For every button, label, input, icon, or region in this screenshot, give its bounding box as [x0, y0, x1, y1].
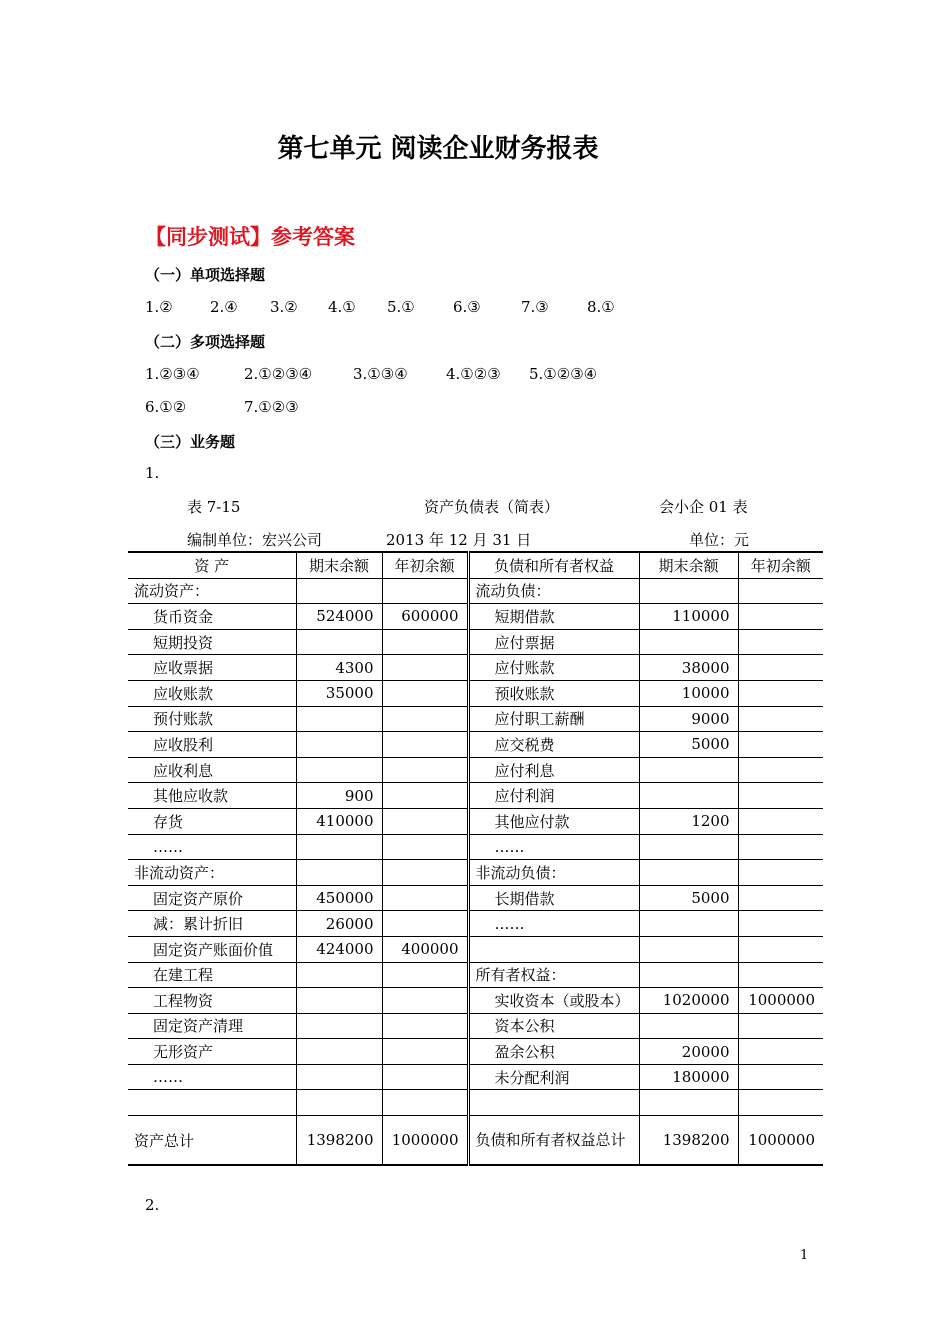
- table-cell: 期末余额: [296, 552, 382, 578]
- table-row: [128, 1064, 823, 1090]
- table-cell: 1200: [639, 808, 738, 834]
- table-cell: [738, 936, 823, 962]
- table-cell: [468, 936, 639, 962]
- table-cell: [738, 706, 823, 732]
- table-cell: 应收股利: [128, 732, 296, 758]
- table-cell: 5000: [639, 732, 738, 758]
- table-cell: [296, 834, 382, 860]
- table-cell: [738, 834, 823, 860]
- currency-unit: 单位：元: [689, 531, 750, 549]
- table-cell: 短期投资: [128, 629, 296, 655]
- table-cell: 预收账款: [468, 680, 639, 706]
- table-row: [128, 962, 823, 988]
- answer-item: 8.①: [587, 298, 615, 316]
- table-cell: [738, 1090, 823, 1116]
- table-row: [128, 732, 823, 758]
- answer-item: 6.①②: [145, 398, 187, 416]
- answer-item: 5.①: [387, 298, 415, 316]
- table-row: [128, 860, 823, 886]
- table-cell: 9000: [639, 706, 738, 732]
- table-cell: [738, 655, 823, 681]
- section-subtitle: 【同步测试】参考答案: [145, 225, 355, 249]
- answer-item: 6.③: [453, 298, 481, 316]
- table-cell: 900: [296, 783, 382, 809]
- table-cell: [738, 629, 823, 655]
- table-cell: [382, 757, 468, 783]
- table-title: 资产负债表（简表）: [424, 498, 560, 516]
- table-cell: [738, 808, 823, 834]
- table-row: [128, 680, 823, 706]
- table-cell: 期末余额: [639, 552, 738, 578]
- table-cell: [382, 1064, 468, 1090]
- table-cell: ……: [468, 911, 639, 937]
- table-cell: ……: [468, 834, 639, 860]
- preparer-unit: 编制单位：宏兴公司: [187, 531, 323, 549]
- table-cell: [296, 706, 382, 732]
- table-cell: 所有者权益：: [468, 962, 639, 988]
- table-cell: 应付利润: [468, 783, 639, 809]
- table-cell: [382, 962, 468, 988]
- table-cell: [296, 1013, 382, 1039]
- table-row: [128, 1013, 823, 1039]
- table-row: [128, 604, 823, 630]
- table-cell: [296, 1039, 382, 1065]
- table-row: [128, 988, 823, 1014]
- table-cell: [738, 783, 823, 809]
- table-cell: 应收票据: [128, 655, 296, 681]
- table-cell: [382, 911, 468, 937]
- table-cell: [639, 962, 738, 988]
- table-cell: 38000: [639, 655, 738, 681]
- table-cell: 450000: [296, 885, 382, 911]
- table-cell: 实收资本（或股本）: [468, 988, 639, 1014]
- table-row: [128, 578, 823, 604]
- table-cell: 应交税费: [468, 732, 639, 758]
- table-cell: [296, 578, 382, 604]
- table-cell: ……: [128, 1064, 296, 1090]
- table-cell: [738, 962, 823, 988]
- table-cell: 26000: [296, 911, 382, 937]
- table-cell: 1000000: [738, 988, 823, 1014]
- table-row: [128, 1090, 823, 1116]
- table-cell: [382, 1090, 468, 1116]
- table-cell: 1398200: [639, 1116, 738, 1166]
- table-cell: 存货: [128, 808, 296, 834]
- answer-item: 2.④: [210, 298, 238, 316]
- table-cell: 1020000: [639, 988, 738, 1014]
- table-cell: 负债和所有者权益总计: [468, 1116, 639, 1166]
- table-cell: [382, 578, 468, 604]
- table-cell: 应收账款: [128, 680, 296, 706]
- table-number: 表 7-15: [187, 498, 241, 516]
- table-cell: 600000: [382, 604, 468, 630]
- table-row: [128, 706, 823, 732]
- table-cell: 在建工程: [128, 962, 296, 988]
- table-cell: 工程物资: [128, 988, 296, 1014]
- table-cell: 424000: [296, 936, 382, 962]
- table-cell: [382, 732, 468, 758]
- table-cell: [738, 885, 823, 911]
- answer-item: 2.①②③④: [244, 365, 313, 383]
- table-cell: [468, 1090, 639, 1116]
- table-row: [128, 783, 823, 809]
- table-cell: [382, 834, 468, 860]
- report-date: 2013 年 12 月 31 日: [386, 531, 532, 549]
- table-cell: [639, 860, 738, 886]
- balance-sheet-table: [128, 551, 823, 1166]
- table-cell: ……: [128, 834, 296, 860]
- table-cell: [296, 757, 382, 783]
- table-row: [128, 655, 823, 681]
- single-choice-heading: （一）单项选择题: [145, 266, 266, 284]
- answer-item: 7.①②③: [244, 398, 299, 416]
- table-cell: 非流动负债：: [468, 860, 639, 886]
- table-cell: [382, 860, 468, 886]
- table-cell: 盈余公积: [468, 1039, 639, 1065]
- table-cell: [382, 655, 468, 681]
- page-title: 第七单元 阅读企业财务报表: [277, 134, 599, 164]
- answer-item: 1.②: [145, 298, 173, 316]
- table-cell: [382, 706, 468, 732]
- table-cell: [382, 808, 468, 834]
- table-cell: 180000: [639, 1064, 738, 1090]
- table-cell: 其他应付款: [468, 808, 639, 834]
- table-cell: [738, 757, 823, 783]
- table-cell: 资本公积: [468, 1013, 639, 1039]
- table-cell: 524000: [296, 604, 382, 630]
- table-cell: [738, 732, 823, 758]
- table-cell: 4300: [296, 655, 382, 681]
- table-cell: [639, 936, 738, 962]
- table-cell: [639, 1013, 738, 1039]
- table-row: [128, 911, 823, 937]
- table-cell: [738, 1013, 823, 1039]
- table-cell: [639, 757, 738, 783]
- table-cell: [738, 1039, 823, 1065]
- table-cell: 短期借款: [468, 604, 639, 630]
- form-code: 会小企 01 表: [659, 498, 748, 516]
- table-cell: 应付职工薪酬: [468, 706, 639, 732]
- answer-item: 5.①②③④: [529, 365, 598, 383]
- answer-item: 1.②③④: [145, 365, 200, 383]
- table-cell: [382, 680, 468, 706]
- table-row: [128, 629, 823, 655]
- multi-choice-heading: （二）多项选择题: [145, 333, 266, 351]
- table-cell: 固定资产清理: [128, 1013, 296, 1039]
- table-cell: 预付账款: [128, 706, 296, 732]
- table-cell: [639, 783, 738, 809]
- answer-item: 3.②: [270, 298, 298, 316]
- table-cell: 5000: [639, 885, 738, 911]
- table-cell: [296, 962, 382, 988]
- table-cell: 其他应收款: [128, 783, 296, 809]
- table-cell: [128, 1090, 296, 1116]
- table-cell: [738, 1064, 823, 1090]
- table-cell: 年初余额: [382, 552, 468, 578]
- table-cell: 1000000: [382, 1116, 468, 1166]
- table-cell: [738, 911, 823, 937]
- table-cell: [382, 783, 468, 809]
- table-cell: 流动负债：: [468, 578, 639, 604]
- table-cell: 负债和所有者权益: [468, 552, 639, 578]
- table-cell: 1000000: [738, 1116, 823, 1166]
- table-cell: 35000: [296, 680, 382, 706]
- business-heading: （三）业务题: [145, 433, 236, 451]
- table-row: [128, 885, 823, 911]
- table-row: [128, 1039, 823, 1065]
- table-cell: 1398200: [296, 1116, 382, 1166]
- table-cell: [382, 988, 468, 1014]
- table-row: [128, 936, 823, 962]
- table-cell: 固定资产账面价值: [128, 936, 296, 962]
- answer-item: 4.①: [328, 298, 356, 316]
- table-cell: [639, 834, 738, 860]
- table-row: [128, 808, 823, 834]
- table-cell: [382, 629, 468, 655]
- table-cell: 应付利息: [468, 757, 639, 783]
- question-2-label: 2.: [145, 1196, 160, 1214]
- table-header-row: [128, 552, 823, 578]
- table-cell: 资 产: [128, 552, 296, 578]
- table-cell: 长期借款: [468, 885, 639, 911]
- table-cell: [296, 860, 382, 886]
- table-cell: [296, 988, 382, 1014]
- table-cell: [382, 885, 468, 911]
- table-cell: 400000: [382, 936, 468, 962]
- table-cell: [738, 604, 823, 630]
- table-cell: [738, 860, 823, 886]
- table-row: [128, 757, 823, 783]
- table-cell: 应收利息: [128, 757, 296, 783]
- table-cell: [639, 1090, 738, 1116]
- table-total-row: [128, 1116, 823, 1166]
- table-cell: 流动资产：: [128, 578, 296, 604]
- table-cell: 10000: [639, 680, 738, 706]
- table-cell: [738, 680, 823, 706]
- table-cell: 减：累计折旧: [128, 911, 296, 937]
- table-cell: 年初余额: [738, 552, 823, 578]
- table-cell: 应付账款: [468, 655, 639, 681]
- table-cell: 货币资金: [128, 604, 296, 630]
- page-number: 1: [800, 1248, 809, 1263]
- question-1-label: 1.: [145, 464, 160, 482]
- table-cell: 未分配利润: [468, 1064, 639, 1090]
- table-cell: [639, 911, 738, 937]
- answer-item: 3.①③④: [353, 365, 408, 383]
- table-cell: 410000: [296, 808, 382, 834]
- table-cell: 非流动资产：: [128, 860, 296, 886]
- table-cell: 资产总计: [128, 1116, 296, 1166]
- table-cell: 固定资产原价: [128, 885, 296, 911]
- answer-item: 4.①②③: [446, 365, 501, 383]
- answer-item: 7.③: [521, 298, 549, 316]
- table-row: [128, 834, 823, 860]
- table-cell: [382, 1039, 468, 1065]
- table-cell: 无形资产: [128, 1039, 296, 1065]
- table-cell: [639, 578, 738, 604]
- table-cell: [296, 1090, 382, 1116]
- table-cell: [639, 629, 738, 655]
- table-cell: [296, 732, 382, 758]
- table-cell: [738, 578, 823, 604]
- table-cell: [382, 1013, 468, 1039]
- table-cell: 应付票据: [468, 629, 639, 655]
- table-cell: [296, 1064, 382, 1090]
- table-cell: [296, 629, 382, 655]
- table-cell: 20000: [639, 1039, 738, 1065]
- table-cell: 110000: [639, 604, 738, 630]
